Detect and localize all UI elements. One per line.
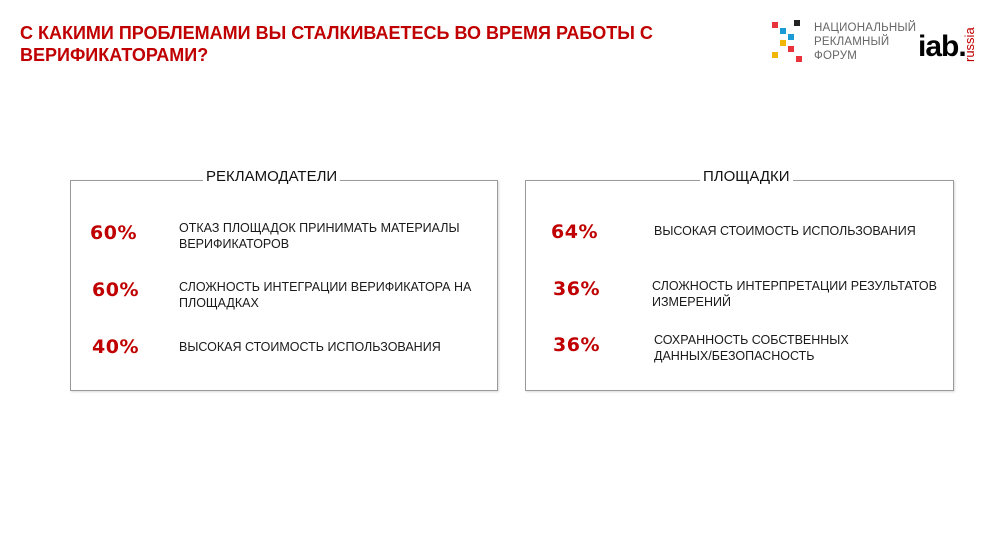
advertisers-panel-title: РЕКЛАМОДАТЕЛИ <box>203 167 340 187</box>
iab-wordmark: iab. <box>918 30 966 63</box>
percent-value: 40% <box>92 336 139 358</box>
item-text: СОХРАННОСТЬ СОБСТВЕННЫХ ДАННЫХ/БЕЗОПАСНОСТЬ <box>654 333 849 363</box>
percent-value: 36% <box>553 278 600 300</box>
item-text: ВЫСОКАЯ СТОИМОСТЬ ИСПОЛЬЗОВАНИЯ <box>179 340 441 354</box>
nrf-line-2: РЕКЛАМНЫЙ <box>814 36 890 48</box>
platforms-panel-title: ПЛОЩАДКИ <box>700 167 793 187</box>
item-text: СЛОЖНОСТЬ ИНТЕРПРЕТАЦИИ РЕЗУЛЬТАТОВ ИЗМЕРЕНИЙ <box>652 279 937 309</box>
nrf-logo <box>770 18 917 68</box>
percent-value: 36% <box>553 334 600 356</box>
item-text: СЛОЖНОСТЬ ИНТЕГРАЦИИ ВЕРИФИКАТОРА НА ПЛОЩАДКАХ <box>179 280 472 310</box>
percent-value: 60% <box>92 279 139 301</box>
nrf-logo-text <box>814 21 916 63</box>
iab-logo <box>918 12 988 72</box>
percent-value: 64% <box>551 221 598 243</box>
advertisers-panel <box>70 168 498 391</box>
item-text: ОТКАЗ ПЛОЩАДОК ПРИНИМАТЬ МАТЕРИАЛЫ ВЕРИФИКАТОРОВ <box>179 221 460 251</box>
nrf-line-1: НАЦИОНАЛЬНЫЙ <box>814 22 917 34</box>
percent-value: 60% <box>90 222 137 244</box>
page-title: С КАКИМИ ПРОБЛЕМАМИ ВЫ СТАЛКИВАЕТЕСЬ ВО ВРЕМЯ РАБОТЫ С ВЕРИФИКАТОРАМИ? <box>20 23 653 65</box>
nrf-mark-icon <box>770 18 806 64</box>
item-text: ВЫСОКАЯ СТОИМОСТЬ ИСПОЛЬЗОВАНИЯ <box>654 224 916 238</box>
platforms-panel <box>525 168 954 391</box>
nrf-line-3: ФОРУМ <box>814 50 857 62</box>
iab-russia-label: russia <box>962 27 977 62</box>
